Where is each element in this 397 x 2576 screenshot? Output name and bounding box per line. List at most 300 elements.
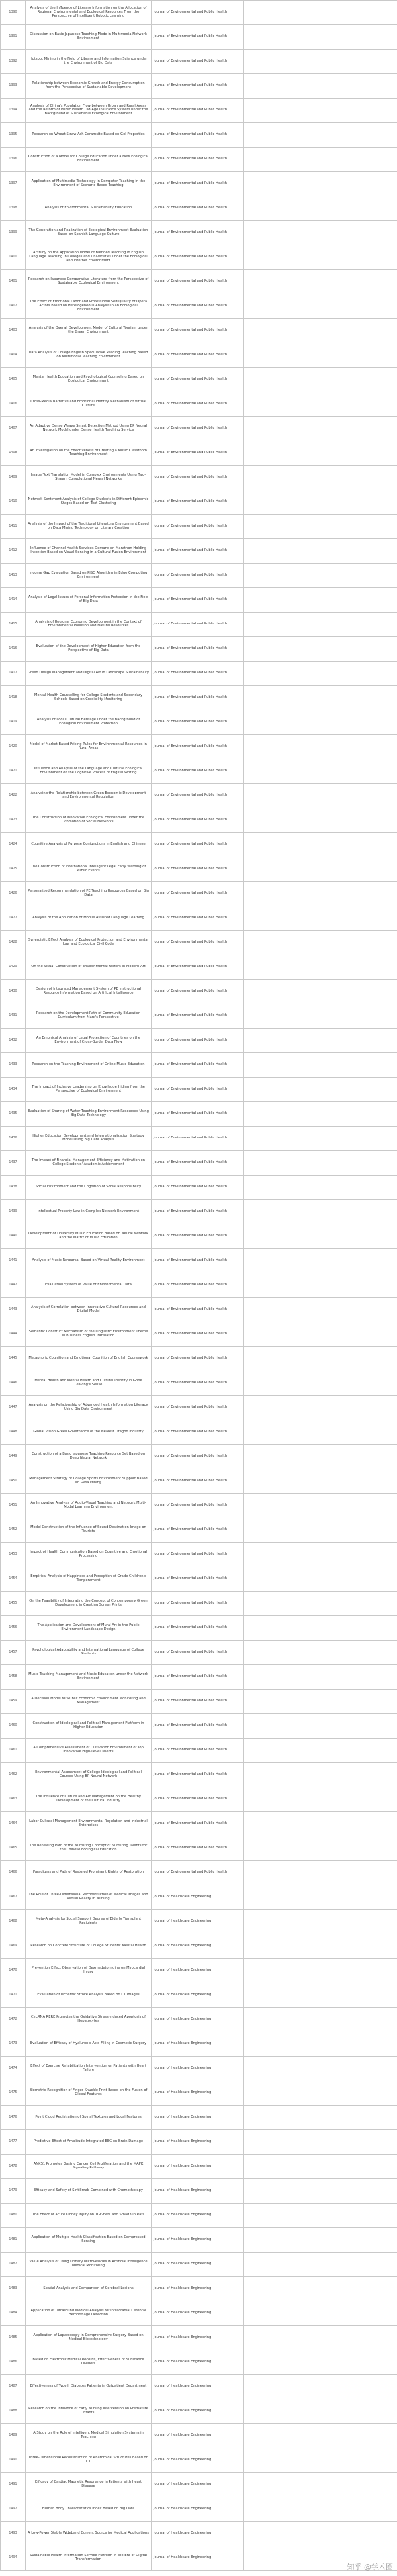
author-unit [244,172,310,196]
journal-name: Journal of Environmental and Public Health [152,294,244,319]
table-row [1,368,397,392]
status-note [310,1249,397,1273]
table-row [1,319,397,343]
paper-title: Model Construction of the Influence of Sound Destination Image on Tourists [26,1518,152,1543]
paper-title: Cross-Media Narrative and Emotional Identity Mechanism of Virtual Culture [26,392,152,417]
row-number: 1403 [1,319,26,343]
status-note [310,1176,397,1200]
author-unit [244,1371,310,1396]
status-note [310,1983,397,2008]
status-note [310,1004,397,1029]
table-row [1,2277,397,2301]
table-row [1,710,397,735]
status-note [310,539,397,564]
journal-name: Journal of Environmental and Public Health [152,1249,244,1273]
row-number: 1472 [1,2008,26,2032]
journal-name: Journal of Environmental and Public Health [152,808,244,833]
journal-name: Journal of Environmental and Public Health [152,1151,244,1176]
status-note [310,1053,397,1078]
paper-title: On the Feasibility of Integrating the Concept of Contemporary Green Development in Creating Screen Prints [26,1592,152,1616]
status-note [310,2497,397,2522]
author-unit [244,1861,310,1885]
table-row [1,1004,397,1029]
row-number: 1418 [1,686,26,710]
table-row [1,1714,397,1739]
author-unit [244,2155,310,2179]
row-number: 1437 [1,1151,26,1176]
row-number: 1407 [1,417,26,441]
status-note [310,2448,397,2473]
journal-name: Journal of Healthcare Engineering [152,2350,244,2375]
row-number: 1413 [1,564,26,588]
author-unit [244,1029,310,1053]
table-row [1,1567,397,1592]
status-note [310,637,397,662]
paper-title: Analysis of the Influence of Literary Information on the Allocation of Regional Environmental and Ecological Resources From the Perspective of Intelligent Robotic Learning [26,1,152,25]
table-row [1,931,397,955]
status-note [310,2473,397,2497]
paper-title: Influence and Analysis of the Language and Cultural Ecological Environment on the Cognitive Process of English Writing [26,759,152,784]
journal-name: Journal of Environmental and Public Health [152,759,244,784]
table-row [1,613,397,637]
row-number: 1432 [1,1029,26,1053]
journal-name: Journal of Environmental and Public Health [152,662,244,686]
journal-name: Journal of Environmental and Public Health [152,319,244,343]
paper-title: Analysis of Correlation between Innovative Cultural Resources and Digital Model [26,1298,152,1322]
author-unit [244,1543,310,1567]
status-note [310,1787,397,1812]
table-row [1,1176,397,1200]
author-unit [244,1763,310,1787]
journal-name: Journal of Environmental and Public Health [152,1078,244,1102]
status-note [310,588,397,613]
status-note [310,319,397,343]
table-row [1,2326,397,2350]
status-note [310,808,397,833]
paper-title: Application of Multimedia Technology in Computer Teaching in the Environment of Scenario-Based Teaching [26,172,152,196]
status-note [310,1518,397,1543]
status-note [310,2106,397,2130]
row-number: 1443 [1,1298,26,1322]
row-number: 1471 [1,1983,26,2008]
table-row [1,2522,397,2546]
author-unit [244,1322,310,1347]
row-number: 1392 [1,50,26,74]
paper-title: Analysis of China's Population Flow between Urban and Rural Areas and the Reform of Public Health Old-Age Insurance System under the Background of Sustainable Ecological Environment [26,99,152,123]
status-note [310,2204,397,2228]
paper-title: Management Strategy of College Sports Environment Support Based on Data Mining [26,1469,152,1494]
paper-title: Image Text Translation Model in Complex Environments Using Two-Stream Convolutional Neural Networks [26,466,152,490]
paper-title: Analysing the Relationship between Green Economic Development and Environmental Regulation [26,784,152,808]
paper-title: Analysis of the Impact of the Traditional Literature Environment Based on Data Mining Technology on Literary Creation [26,515,152,539]
status-note [310,613,397,637]
journal-name: Journal of Environmental and Public Health [152,1420,244,1445]
row-number: 1417 [1,662,26,686]
author-unit [244,735,310,759]
paper-title: Predictive Effect of Amplitude-Integrated EEG on Brain Damage [26,2130,152,2155]
journal-name: Journal of Healthcare Engineering [152,2473,244,2497]
author-unit [244,1224,310,1249]
status-note [310,735,397,759]
table-row [1,221,397,245]
row-number: 1436 [1,1127,26,1151]
journal-name: Journal of Environmental and Public Health [152,588,244,613]
table-row [1,1690,397,1714]
status-note [310,1127,397,1151]
author-unit [244,2081,310,2106]
table-row [1,343,397,368]
row-number: 1421 [1,759,26,784]
row-number: 1441 [1,1249,26,1273]
row-number: 1457 [1,1641,26,1665]
status-note [310,74,397,99]
status-note [310,1078,397,1102]
table-row [1,1641,397,1665]
status-note [310,1885,397,1910]
row-number: 1455 [1,1592,26,1616]
journal-name: Journal of Environmental and Public Health [152,1787,244,1812]
journal-name: Journal of Environmental and Public Health [152,1298,244,1322]
table-row [1,2130,397,2155]
row-number: 1430 [1,980,26,1004]
status-note [310,50,397,74]
status-note [310,1567,397,1592]
paper-title: Synergistic Effect Analysis of Ecological Protection and Environmental Law and Ecological Civil Code [26,931,152,955]
author-unit [244,2057,310,2081]
author-unit [244,1714,310,1739]
paper-title: Higher Education Development and Internationalization Strategy Model Using Big Data Analysis [26,1127,152,1151]
paper-title: The Construction of Innovative Ecological Environment under the Promotion of Social Networks [26,808,152,833]
table-row [1,1910,397,1934]
row-number: 1425 [1,857,26,882]
author-unit [244,1739,310,1763]
row-number: 1450 [1,1469,26,1494]
paper-title: Impact of Health Communication Based on Cognitive and Emotional Processing [26,1543,152,1567]
journal-name: Journal of Healthcare Engineering [152,2326,244,2350]
status-note [310,1910,397,1934]
paper-title: Application of Laparoscopy in Comprehensive Surgery Based on Medical Biotechnology [26,2326,152,2350]
table-row [1,196,397,221]
table-row [1,515,397,539]
status-note [310,833,397,857]
table-row [1,490,397,515]
status-note [310,2057,397,2081]
journal-name: Journal of Environmental and Public Health [152,74,244,99]
table-row [1,2350,397,2375]
paper-title: Mental Health Education and Psychological Counseling Based on Ecological Environment [26,368,152,392]
author-unit [244,392,310,417]
paper-title: Sustainable Health Information Service Platform in the Era of Digital Transformation [26,2546,152,2571]
paper-title: Research on the Influence of Early Nursing Intervention on Premature Infants [26,2399,152,2424]
status-note [310,2155,397,2179]
author-unit [244,270,310,294]
row-number: 1461 [1,1739,26,1763]
author-unit [244,221,310,245]
paper-title: Network Sentiment Analysis of College Students in Different Epidemic Stages Based on Text Clustering [26,490,152,515]
paper-title: Efficacy of Cardiac Magnetic Resonance in Patients with Heart Disease [26,2473,152,2497]
table-row [1,980,397,1004]
row-number: 1390 [1,1,26,25]
table-row [1,2204,397,2228]
status-note [310,1298,397,1322]
author-unit [244,637,310,662]
paper-title: Evaluation of Efficacy of Hyaluronic Acid Filling in Cosmetic Surgery [26,2032,152,2057]
journal-name: Journal of Healthcare Engineering [152,2522,244,2546]
journal-name: Journal of Environmental and Public Health [152,1739,244,1763]
row-number: 1412 [1,539,26,564]
author-unit [244,882,310,906]
author-unit [244,25,310,50]
status-note [310,784,397,808]
status-note [310,2130,397,2155]
journal-name: Journal of Healthcare Engineering [152,2204,244,2228]
author-unit [244,1420,310,1445]
paper-title: Development of University Music Education Based on Neural Network and the Matrix of Music Education [26,1224,152,1249]
status-note [310,857,397,882]
author-unit [244,1176,310,1200]
table-row [1,2375,397,2399]
row-number: 1479 [1,2179,26,2204]
journal-name: Journal of Environmental and Public Health [152,1812,244,1836]
table-row [1,735,397,759]
paper-title: Biometric Recognition of Finger-Knuckle Print Based on the Fusion of Global Features [26,2081,152,2106]
row-number: 1482 [1,2253,26,2277]
paper-title: Metaphoric Cognition and Emotional Cognition of English Coursework [26,1347,152,1371]
journal-name: Journal of Environmental and Public Health [152,1273,244,1298]
author-unit [244,368,310,392]
paper-title: The Generation and Realization of Ecological Environment Evaluation Based on Spanish Language Culture [26,221,152,245]
row-number: 1393 [1,74,26,99]
author-unit [244,319,310,343]
row-number: 1426 [1,882,26,906]
author-unit [244,833,310,857]
author-unit [244,2228,310,2253]
row-number: 1469 [1,1934,26,1959]
row-number: 1442 [1,1273,26,1298]
row-number: 1445 [1,1347,26,1371]
author-unit [244,1836,310,1861]
paper-title: The Impact of Inclusive Leadership on Knowledge Hiding from the Perspective of Ecological Environment [26,1078,152,1102]
paper-title: On the Visual Construction of Environmental Factors in Modern Art [26,955,152,980]
paper-title: Research on Concrete Structure of College Students' Mental Health [26,1934,152,1959]
journal-name: Journal of Healthcare Engineering [152,2375,244,2399]
journal-name: Journal of Environmental and Public Health [152,882,244,906]
table-row [1,99,397,123]
table-row [1,784,397,808]
author-unit [244,294,310,319]
paper-title: Analysis of the Overall Development Model of Cultural Tourism under the Green Environment [26,319,152,343]
status-note [310,368,397,392]
journal-name: Journal of Environmental and Public Health [152,710,244,735]
table-row [1,1543,397,1567]
paper-title: Point Cloud Registration of Spinal Textures and Local Features [26,2106,152,2130]
table-row [1,1934,397,1959]
journal-name: Journal of Environmental and Public Health [152,1445,244,1469]
row-number: 1423 [1,808,26,833]
status-note [310,172,397,196]
author-unit [244,1494,310,1518]
paper-title: Spatial Analysis and Comparison of Cerebral Lesions [26,2277,152,2301]
paper-title: Effectiveness of Type II Diabetes Patients in Outpatient Department [26,2375,152,2399]
journal-name: Journal of Healthcare Engineering [152,2253,244,2277]
status-note [310,882,397,906]
paper-title: A Decision Model for Public Economic Environment Monitoring and Management [26,1690,152,1714]
status-note [310,1469,397,1494]
journal-name: Journal of Environmental and Public Health [152,1665,244,1690]
paper-title: Three-Dimensional Reconstruction of Anatomical Structures Based on CT [26,2448,152,2473]
status-note [310,2350,397,2375]
status-note [310,2081,397,2106]
paper-title: Music Teaching Management and Music Education under the Network Environment [26,1665,152,1690]
journal-name: Journal of Environmental and Public Health [152,1102,244,1127]
row-number: 1419 [1,710,26,735]
journal-name: Journal of Environmental and Public Health [152,1127,244,1151]
status-note [310,931,397,955]
status-note [310,564,397,588]
table-row [1,1273,397,1298]
author-unit [244,2350,310,2375]
table-row [1,637,397,662]
row-number: 1410 [1,490,26,515]
journal-name: Journal of Environmental and Public Health [152,148,244,172]
status-note [310,490,397,515]
table-row [1,2301,397,2326]
paper-title: Income Gap Evaluation Based on PISO Algorithm in Edge Computing Environment [26,564,152,588]
author-unit [244,466,310,490]
journal-name: Journal of Environmental and Public Health [152,1396,244,1420]
table-row [1,294,397,319]
paper-title: Psychological Adaptability and International Language of College Students [26,1641,152,1665]
paper-title: Cognitive Analysis of Purpose Conjunctions in English and Chinese [26,833,152,857]
author-unit [244,1396,310,1420]
paper-title: Analysis of the Application of Mobile Assisted Language Learning [26,906,152,931]
paper-title: The Construction of International Intelligent Legal Early Warning of Public Events [26,857,152,882]
paper-title: Research on the Development Path of Community Education Curriculum from Marx's Perspective [26,1004,152,1029]
paper-title: A Study on the Application Model of Blended Teaching in English Language Teaching in Colleges and Universities under the Ecological and Internet Environment [26,245,152,270]
status-note [310,1836,397,1861]
table-row [1,1739,397,1763]
table-row [1,441,397,466]
row-number: 1491 [1,2473,26,2497]
author-unit [244,857,310,882]
status-note [310,1371,397,1396]
paper-title: Discussion on Basic Japanese Teaching Mode in Multimedia Network Environment [26,25,152,50]
paper-title: Evaluation of Sharing of Water Teaching Environment Resources Using Big Data Technology [26,1102,152,1127]
table-row [1,1127,397,1151]
author-unit [244,1910,310,1934]
row-number: 1416 [1,637,26,662]
author-unit [244,2032,310,2057]
journal-name: Journal of Environmental and Public Health [152,1469,244,1494]
row-number: 1463 [1,1787,26,1812]
author-unit [244,2204,310,2228]
table-row [1,1812,397,1836]
paper-title: Application of Ultrasound Medical Analysis for Intracranial Cerebral Hemorrhage Detection [26,2301,152,2326]
journal-name: Journal of Healthcare Engineering [152,1885,244,1910]
journal-name: Journal of Environmental and Public Health [152,1861,244,1885]
paper-title: Relationship between Economic Growth and Energy Consumption from the Perspective of Sustainable Development [26,74,152,99]
table-row [1,25,397,50]
row-number: 1435 [1,1102,26,1127]
author-unit [244,2301,310,2326]
journal-name: Journal of Environmental and Public Health [152,1004,244,1029]
journal-name: Journal of Environmental and Public Health [152,1641,244,1665]
status-note [310,392,397,417]
author-unit [244,808,310,833]
table-row [1,1200,397,1224]
row-number: 1433 [1,1053,26,1078]
row-number: 1451 [1,1494,26,1518]
journal-name: Journal of Healthcare Engineering [152,2301,244,2326]
status-note [310,2375,397,2399]
journal-name: Journal of Environmental and Public Health [152,1690,244,1714]
journal-name: Journal of Environmental and Public Health [152,1592,244,1616]
author-unit [244,441,310,466]
journal-name: Journal of Environmental and Public Health [152,50,244,74]
status-note [310,686,397,710]
table-row [1,1102,397,1127]
table-row [1,2448,397,2473]
table-row [1,2546,397,2571]
row-number: 1475 [1,2081,26,2106]
author-unit [244,1053,310,1078]
table-row [1,1347,397,1371]
journal-name: Journal of Environmental and Public Health [152,1763,244,1787]
author-unit [244,759,310,784]
author-unit [244,1518,310,1543]
journal-name: Journal of Environmental and Public Health [152,686,244,710]
paper-title: Intellectual Property Law in Complex Network Environment [26,1200,152,1224]
status-note [310,2008,397,2032]
journal-name: Journal of Healthcare Engineering [152,1959,244,1983]
status-note [310,1322,397,1347]
author-unit [244,588,310,613]
row-number: 1452 [1,1518,26,1543]
table-row [1,1445,397,1469]
row-number: 1420 [1,735,26,759]
paper-title: Green Design Management and Digital Art in Landscape Sustainability [26,662,152,686]
journal-name: Journal of Healthcare Engineering [152,2081,244,2106]
journal-name: Journal of Healthcare Engineering [152,2448,244,2473]
table-row [1,2228,397,2253]
paper-title: A Study on the Role of Intelligent Medical Simulation Systems in Teaching [26,2424,152,2448]
author-unit [244,662,310,686]
table-row [1,1836,397,1861]
table-row [1,2424,397,2448]
row-number: 1402 [1,294,26,319]
table-row [1,172,397,196]
table-body [1,1,397,2571]
table-row [1,2473,397,2497]
status-note [310,25,397,50]
journal-name: Journal of Environmental and Public Health [152,490,244,515]
row-number: 1397 [1,172,26,196]
paper-title: Environmental Assessment of College Ideological and Political Courses Using BP Neural Network [26,1763,152,1787]
row-number: 1439 [1,1200,26,1224]
paper-title: Personalized Recommendation of PE Teaching Resources Based on Big Data [26,882,152,906]
journal-name: Journal of Environmental and Public Health [152,1,244,25]
table-row [1,1592,397,1616]
author-unit [244,2179,310,2204]
journal-name: Journal of Healthcare Engineering [152,2546,244,2571]
status-note [310,196,397,221]
row-number: 1394 [1,99,26,123]
table-row [1,392,397,417]
table-row [1,2081,397,2106]
author-unit [244,1885,310,1910]
table-row [1,1518,397,1543]
status-note [310,662,397,686]
